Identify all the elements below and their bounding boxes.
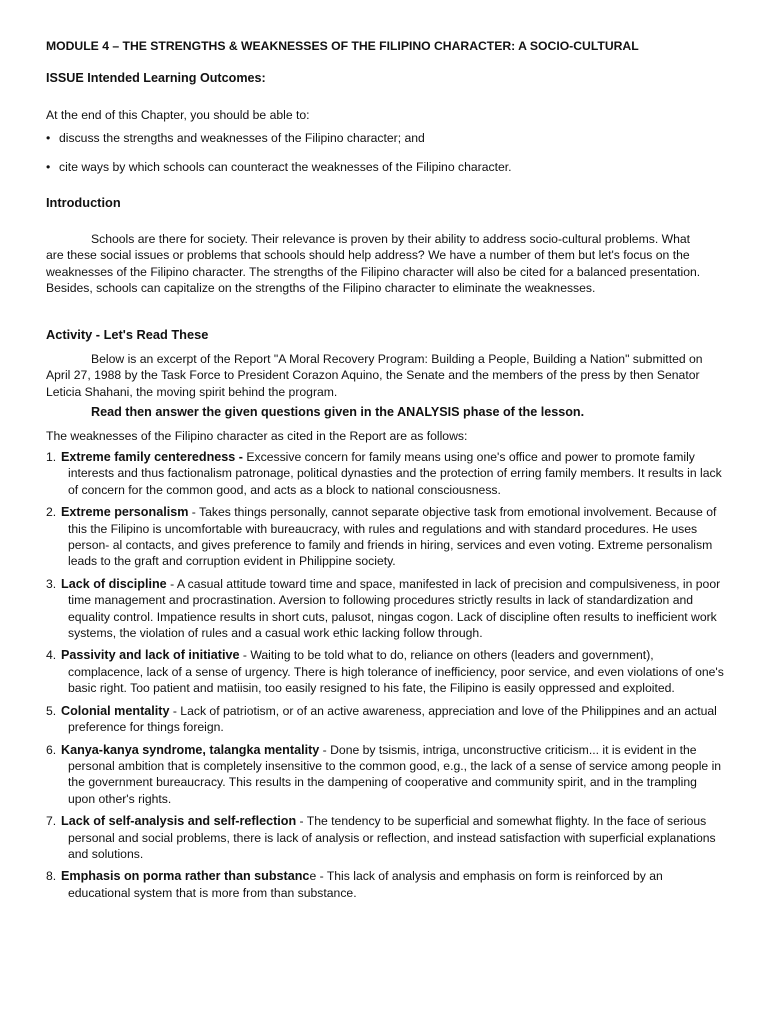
item-number: 2.: [46, 505, 57, 520]
item-term: Lack of discipline: [61, 576, 167, 591]
introduction-paragraph: Schools are there for society. Their relevance is proven by their ability to address socio-cultural problems. What are these social issues or problems that schools should help address? We have a number of them but let's focus on the weaknesses of the Filipino character. The strengths of the Filipino character will also be cited for a balanced presentation. Besides, schools can capitalize on the strengths of the Filipino character to eliminate the weaknesses.: [46, 232, 701, 296]
learning-outcomes-heading: ISSUE Intended Learning Outcomes:: [46, 71, 266, 85]
outcome-bullet: [46, 159, 512, 175]
item-term: Lack of self-analysis and self-reflection: [61, 814, 297, 829]
list-item: [46, 449, 726, 498]
item-number: 8.: [46, 869, 57, 884]
item-term: Colonial mentality: [61, 703, 170, 718]
list-item: [46, 703, 726, 736]
outcomes-intro: At the end of this Chapter, you should be able to:: [46, 108, 310, 122]
activity-heading: Activity - Let's Read These: [46, 327, 209, 342]
outcome-text: discuss the strengths and weaknesses of the Filipino character; and: [59, 131, 425, 145]
item-description: - Waiting to be told what to do, reliance on others (leaders and government), complacence, lack of a sense of urgency. There is high tolerance of inefficiency, poor service, and even violations of one's basic right. Too patient and matiisin, too easily resigned to his fate, the Filipino is easily oppressed and exploited.: [68, 648, 724, 696]
item-description: - A casual attitude toward time and space, manifested in lack of precision and compulsiveness, in poor time management and procrastination. Aversion to following procedures strictly results in lack of standardization and equality control. Impatience results in short cuts, palusot, ningas cogon. Lack of discipline often results to inefficient work systems, the violation of rules and a casual work ethic lacking follow through.: [68, 576, 721, 641]
outcome-bullet: [46, 130, 425, 146]
module-title: MODULE 4 – THE STRENGTHS & WEAKNESSES OF THE FILIPINO CHARACTER: A SOCIO-CULTURAL: [46, 39, 639, 53]
list-item: [46, 576, 726, 642]
bullet-icon: •: [46, 131, 51, 145]
item-term: Extreme personalism: [61, 505, 189, 520]
item-number: 7.: [46, 814, 57, 829]
item-description: Excessive concern for family means using one's office and power to promote family interests and thus factionalism patronage, political dynasties and the protection of erring family members. It results in lack of concern for the common good, and acts as a block to national consciousness.: [68, 450, 722, 497]
item-number: 3.: [46, 576, 57, 591]
list-item: [46, 742, 726, 808]
item-description: - The tendency to be superficial and somewhat flighty. In the face of serious personal and social problems, there is lack of analysis or reflection, and instead satisfaction with superficial explanations and solutions.: [68, 814, 716, 861]
instruction-text: Read then answer the given questions given in the ANALYSIS phase of the lesson.: [91, 405, 585, 419]
bullet-icon: •: [46, 160, 51, 174]
list-item: [46, 868, 726, 901]
item-term: Extreme family centeredness -: [61, 450, 243, 464]
introduction-heading: Introduction: [46, 195, 121, 210]
item-number: 6.: [46, 742, 57, 757]
item-term: Kanya-kanya syndrome, talangka mentality: [61, 742, 320, 757]
item-number: 1.: [46, 450, 57, 464]
list-item: [46, 647, 726, 696]
outcome-text: cite ways by which schools can counteract the weaknesses of the Filipino character.: [59, 160, 512, 174]
item-description: - Lack of patriotism, or of an active awareness, appreciation and love of the Philippines and an actual preference for things foreign.: [68, 703, 717, 735]
item-term: Emphasis on porma rather than substanc: [61, 869, 310, 884]
item-description: e - This lack of analysis and emphasis on form is reinforced by an educational system that is more from than substance.: [68, 869, 663, 900]
weaknesses-lead: The weaknesses of the Filipino character as cited in the Report are as follows:: [46, 429, 468, 443]
item-number: 5.: [46, 703, 57, 718]
activity-paragraph: Below is an excerpt of the Report "A Moral Recovery Program: Building a People, Building a Nation" submitted on April 27, 1988 by the Task Force to President Corazon Aquino, the Senate and the members of the press by then Senator Leticia Shahani, the moving spirit behind the program.: [46, 352, 703, 399]
item-description: - Done by tsismis, intriga, unconstructive criticism... it is evident in the personal ambition that is completely insensitive to the common good, e.g., the lack of a sense of service among people in the government bureaucracy. This results in the dampening of cooperative and community spirit, and in the trampling upon other's rights.: [68, 742, 722, 806]
item-term: Passivity and lack of initiative: [61, 648, 240, 663]
list-item: [46, 504, 726, 570]
weaknesses-list: [46, 449, 726, 907]
item-description: - Takes things personally, cannot separate objective task from emotional involvement. Because of this the Filipino is uncomfortable with bureaucracy, with rules and regulations and with standard procedures. He uses person- al contacts, and gives preference to family and friends in hiring, services and even voting. Extreme personalism leads to the graft and corruption evident in Philippine society.: [68, 505, 717, 569]
list-item: [46, 813, 726, 862]
item-number: 4.: [46, 648, 57, 663]
